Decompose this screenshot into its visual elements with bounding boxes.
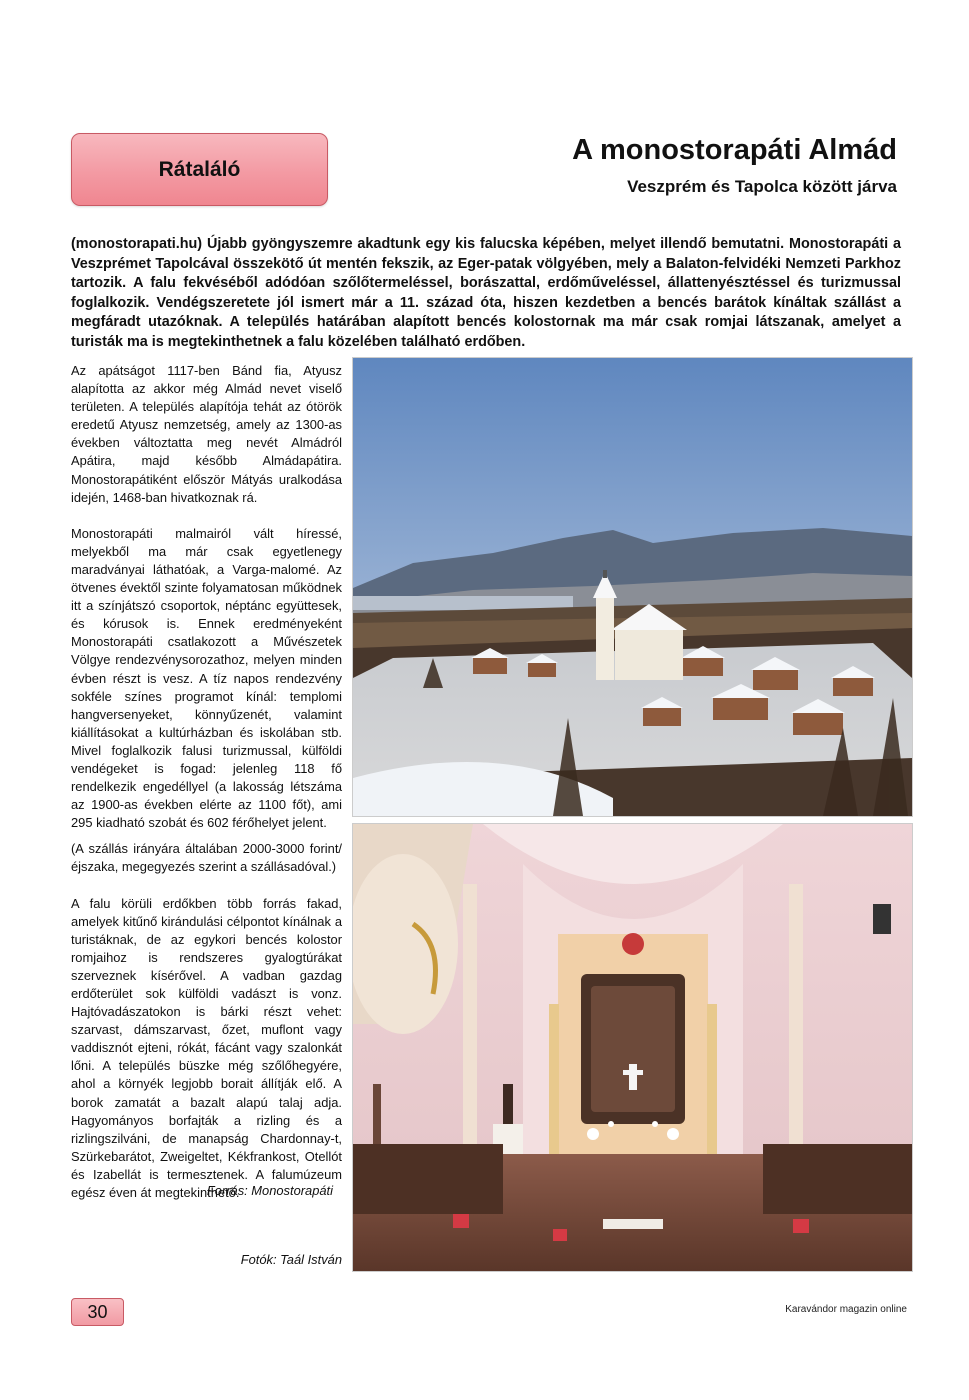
source-credit: Forrás: Monostorapáti <box>206 1183 333 1198</box>
village-winter-image <box>353 358 912 816</box>
article-subtitle: Veszprém és Tapolca között járva <box>627 177 897 196</box>
body-paragraph-3: (A szállás irányára általában 2000-3000 forint/éjszaka, megegyezés szerint a szállásadóval.) <box>71 841 342 875</box>
church-interior-image <box>353 824 912 1271</box>
church-interior-photo <box>352 823 913 1272</box>
body-paragraph-4: A falu körüli erdőkben több forrás fakad, amelyek kitűnő kirándulási célpontot kínálnak a turistáknak, de az egykori bencés kolostor romjaihoz is rendszeres gyalogtúrákat szerveznek kísérővel. A vadban gazdag erdőterület sok külföldi vadászt is vonz. Hajtóvadászatokon is bárki részt vehet: szarvast, dámszarvast, őzet, muflont vagy vaddisznót ejteni, rókát, fácánt vagy szalonkát lőni. A település büszke még szőlőhegyére, ahol a környék legjobb borait állítják elő. A borok zamatát a bazalt alapú talaj adja. Hagyományos borfajták a rizling és a rizlingszilváni, de manapság Chardonnay-t, Szürkebarátot, Zweigeltet, Kékfrankost, Otellót és Izabellát is termesztenek. A falumúzeum egész éven át megtekinthető. <box>71 895 342 1201</box>
section-badge <box>71 133 328 206</box>
village-winter-photo <box>352 357 913 817</box>
magazine-footer: Karavándor magazin online <box>785 1304 907 1315</box>
article-title: A monostorapáti Almád <box>572 134 897 166</box>
section-label: Rátaláló <box>158 157 241 181</box>
page-number: 30 <box>71 1298 124 1326</box>
body-paragraph-1: Az apátságot 1117-ben Bánd fia, Atyusz alapította az akkor még Almád nevet viselő területen. A település alapítója tehát az ótörök eredetű Atyusz nemzetség, amely az 1300-as években változtatta meg nevét Almádról Apátira, majd később Almádapátira. Monostorapátiként először Mátyás uralkodása idején, 1468-ban hivatkoznak rá. <box>71 363 342 505</box>
photo-credit: Fotók: Taál István <box>240 1252 342 1267</box>
body-paragraph-2: Monostorapáti malmairól vált híressé, melyekből ma már csak egyetlenegy maradványai láthatóak, a Varga-malomé. Az ötvenes évektől szinte folyamatosan működnek itt a színjátszó csoportok, néptánc együttesek, és kórusok is. Ennek eredményeként Monostorapáti csatlakozott a Művészetek Völgye rendezvénysorozathoz, melyen minden évben részt is vesz. A tíz napos rendezvény sokféle színes programot kínál: templomi hangversenyeket, könnyűzenét, valamint kiállításokat a kultúrházban és iskolában stb. Mivel foglalkozik falusi turizmussal, külföldi vendégeket is fogad: jelenleg 118 fő rendelkezik engedéllyel (a lakosság létszáma az 1900-as években elérte az 1100 főt), ami 295 kiadható szobát és 602 férőhelyet jelent. <box>71 525 342 831</box>
body-column <box>71 362 342 1220</box>
intro-paragraph: (monostorapati.hu) Újabb gyöngyszemre akadtunk egy kis falucska képében, melyet illendő bemutatni. Monostorapáti a Veszprémet Tapolcával összekötő út mentén fekszik, az Eger-patak völgyében, mely a Balaton-felvidéki Nemzeti Parkhoz tartozik. A falu fekvéséből adódóan szőlőtermeléssel, borászattal, erdőműveléssel, állattenyésztéssel és turizmussal foglalkozik. Vendégszeretete jól ismert már a 11. század óta, hiszen kezdetben a bencés barátok kínáltak szállást a megfáradt utazóknak. A település határában alapított bencés kolostornak ma már csak romjai látszanak, amelyet a turisták ma is megtekinthetnek a falu közelében található erdőben. <box>71 236 901 350</box>
